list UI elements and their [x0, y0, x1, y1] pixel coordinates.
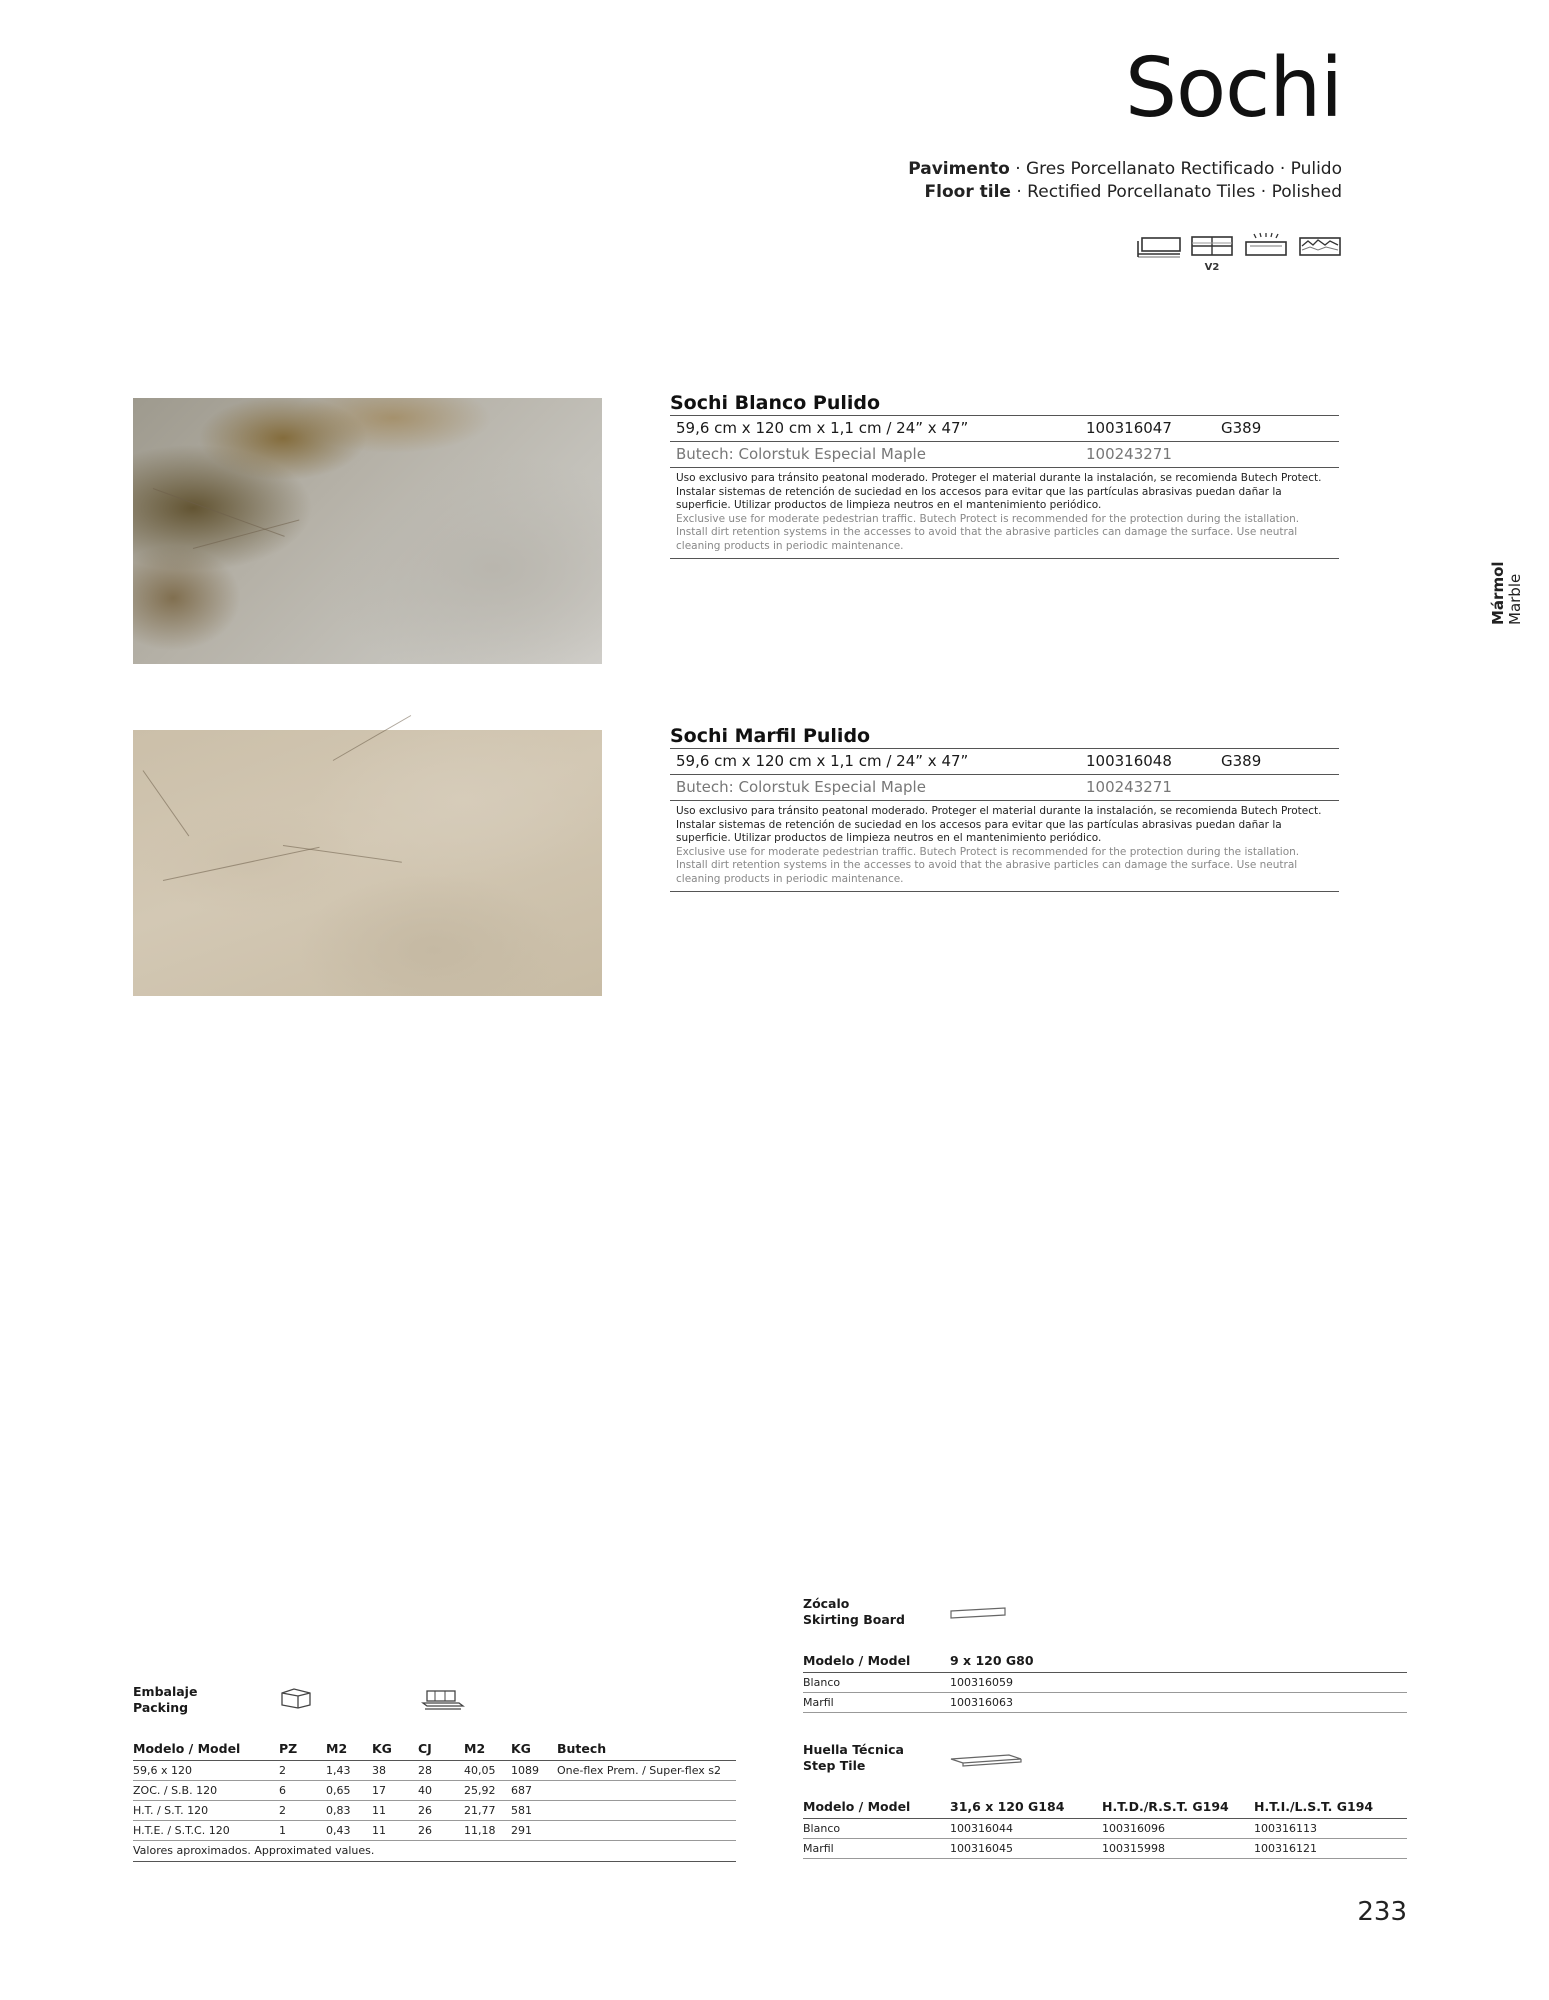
- col-m2-pallet: M2: [464, 1736, 511, 1761]
- cell: 100316113: [1254, 1819, 1407, 1839]
- packing-title: [133, 1684, 197, 1716]
- col-cj: CJ: [418, 1736, 464, 1761]
- category-en: Marble: [1506, 573, 1524, 625]
- col-hti: H.T.I./L.S.T. G194: [1254, 1794, 1407, 1819]
- cell: 2: [279, 1801, 326, 1821]
- category-side-tab: [1490, 555, 1530, 625]
- product-block-marfil: [670, 724, 1339, 892]
- skirting-section: [803, 1596, 1407, 1713]
- sochi-blanco-image: [133, 398, 602, 664]
- product-format: 59,6 cm x 120 cm x 1,1 cm / 24” x 47”: [676, 419, 969, 437]
- product-name: Sochi Blanco Pulido: [670, 392, 881, 414]
- cell: 0,65: [326, 1781, 372, 1801]
- grout-code: 100243271: [1086, 778, 1172, 796]
- col-model: Modelo / Model: [803, 1648, 950, 1673]
- col-format: 9 x 120 G80: [950, 1648, 1407, 1673]
- cell: 2: [279, 1761, 326, 1781]
- grout-name: Butech: Colorstuk Especial Maple: [676, 778, 926, 796]
- cell: 17: [372, 1781, 418, 1801]
- cell: 21,77: [464, 1801, 511, 1821]
- sochi-marfil-image: [133, 730, 602, 996]
- cell: 291: [511, 1821, 557, 1841]
- col-pz: PZ: [279, 1736, 326, 1761]
- packing-header-row: [133, 1736, 736, 1761]
- product-group: G389: [1221, 752, 1262, 770]
- col-m2: M2: [326, 1736, 372, 1761]
- table-row: [133, 1821, 736, 1841]
- grout-code: 100243271: [1086, 445, 1172, 463]
- step-header-row: [803, 1794, 1407, 1819]
- note-es: Uso exclusivo para tránsito peatonal moderado. Proteger el material durante la instalación, se recomienda Butech Protect. Instalar sistemas de retención de suciedad en los accesos para evitar que las partículas abrasivas puedan dañar la superficie. Utilizar productos de limpieza neutros en el mantenimiento periódico.: [676, 805, 1322, 845]
- cell: 26: [418, 1801, 464, 1821]
- page-title: Sochi: [1124, 41, 1342, 136]
- col-format: 31,6 x 120 G184: [950, 1794, 1102, 1819]
- col-kg: KG: [372, 1736, 418, 1761]
- cell: 687: [511, 1781, 557, 1801]
- cell: 6: [279, 1781, 326, 1801]
- note-en: Exclusive use for moderate pedestrian traffic. Butech Protect is recommended for the protection during the istallation. Install dirt retention systems in the accesses to avoid that the abrasive particles can damage the surface. Use neutral cleaning products in periodic maintenance.: [676, 845, 1300, 885]
- table-row: [133, 1781, 736, 1801]
- category-es: Mármol: [1489, 561, 1507, 625]
- cell: 11: [372, 1801, 418, 1821]
- packing-section: [133, 1680, 736, 1862]
- product-code: 100316047: [1086, 419, 1172, 437]
- table-row: [133, 1801, 736, 1821]
- packing-table: [133, 1736, 736, 1841]
- subtitle-en-bold: Floor tile: [924, 182, 1011, 202]
- cell: 100316121: [1254, 1839, 1407, 1859]
- col-htd: H.T.D./R.S.T. G194: [1102, 1794, 1254, 1819]
- cell: [557, 1781, 736, 1801]
- cell: 25,92: [464, 1781, 511, 1801]
- cell: 1,43: [326, 1761, 372, 1781]
- cell: Marfil: [803, 1839, 950, 1859]
- product-note: [670, 467, 1339, 559]
- cell: 11: [372, 1821, 418, 1841]
- table-row: [803, 1673, 1407, 1693]
- cell: 100316045: [950, 1839, 1102, 1859]
- product-code: 100316048: [1086, 752, 1172, 770]
- cell: 100316059: [950, 1673, 1407, 1693]
- cell: 0,43: [326, 1821, 372, 1841]
- cell: 100315998: [1102, 1839, 1254, 1859]
- cell: 26: [418, 1821, 464, 1841]
- packing-footnote: Valores aproximados. Approximated values.: [133, 1841, 736, 1862]
- skirting-title-en: Skirting Board: [803, 1612, 905, 1627]
- skirting-table: [803, 1648, 1407, 1713]
- shade-variation-icon: [1190, 232, 1234, 272]
- cell: 100316096: [1102, 1819, 1254, 1839]
- col-model: Modelo / Model: [803, 1794, 950, 1819]
- skirting-board-icon: [949, 1604, 1009, 1622]
- box-icon: [279, 1686, 313, 1710]
- shade-variation-caption: V2: [1204, 262, 1220, 273]
- feature-icons: [1136, 232, 1342, 272]
- cell: ZOC. / S.B. 120: [133, 1781, 279, 1801]
- subtitle-es-rest: · Gres Porcellanato Rectificado · Pulido: [1009, 159, 1342, 179]
- subtitle-es-bold: Pavimento: [908, 159, 1010, 179]
- cell: 1089: [511, 1761, 557, 1781]
- step-title-en: Step Tile: [803, 1758, 866, 1773]
- rectified-edge-icon: [1136, 232, 1180, 272]
- cell: 581: [511, 1801, 557, 1821]
- col-butech: Butech: [557, 1736, 736, 1761]
- product-format-row: [670, 415, 1339, 441]
- product-group: G389: [1221, 419, 1262, 437]
- product-format: 59,6 cm x 120 cm x 1,1 cm / 24” x 47”: [676, 752, 969, 770]
- note-en: Exclusive use for moderate pedestrian traffic. Butech Protect is recommended for the protection during the istallation. Install dirt retention systems in the accesses to avoid that the abrasive particles can damage the surface. Use neutral cleaning products in periodic maintenance.: [676, 512, 1300, 552]
- cell: 100316063: [950, 1693, 1407, 1713]
- table-row: [803, 1819, 1407, 1839]
- col-kg-pallet: KG: [511, 1736, 557, 1761]
- cell: Marfil: [803, 1693, 950, 1713]
- skirting-title: [803, 1596, 905, 1628]
- cell: 11,18: [464, 1821, 511, 1841]
- product-format-row: [670, 748, 1339, 774]
- cell: 0,83: [326, 1801, 372, 1821]
- step-title-es: Huella Técnica: [803, 1742, 904, 1757]
- cell: One-flex Prem. / Super-flex s2: [557, 1761, 736, 1781]
- step-title: [803, 1742, 904, 1774]
- skirting-title-es: Zócalo: [803, 1596, 850, 1611]
- packing-title-es: Embalaje: [133, 1684, 198, 1699]
- cell: H.T. / S.T. 120: [133, 1801, 279, 1821]
- product-grout-row: [670, 774, 1339, 800]
- cell: Blanco: [803, 1819, 950, 1839]
- cell: Blanco: [803, 1673, 950, 1693]
- table-row: [803, 1693, 1407, 1713]
- cell: 40: [418, 1781, 464, 1801]
- packing-title-en: Packing: [133, 1700, 189, 1715]
- product-grout-row: [670, 441, 1339, 467]
- table-row: [803, 1839, 1407, 1859]
- subtitle-en: [925, 181, 1342, 203]
- grout-name: Butech: Colorstuk Especial Maple: [676, 445, 926, 463]
- pallet-icon: [421, 1688, 465, 1712]
- marble-texture-icon: [1298, 232, 1342, 272]
- step-tile-section: [803, 1742, 1407, 1859]
- page-number: 233: [1357, 1897, 1407, 1927]
- product-name: Sochi Marfil Pulido: [670, 725, 871, 747]
- skirting-header-row: [803, 1648, 1407, 1673]
- polished-surface-icon: [1244, 232, 1288, 272]
- cell: 1: [279, 1821, 326, 1841]
- subtitle-en-rest: · Rectified Porcellanato Tiles · Polished: [1010, 182, 1342, 202]
- product-note: [670, 800, 1339, 892]
- cell: [557, 1801, 736, 1821]
- table-row: [133, 1761, 736, 1781]
- cell: 40,05: [464, 1761, 511, 1781]
- step-tile-icon: [949, 1750, 1025, 1770]
- col-model: Modelo / Model: [133, 1736, 279, 1761]
- cell: 100316044: [950, 1819, 1102, 1839]
- cell: 38: [372, 1761, 418, 1781]
- note-es: Uso exclusivo para tránsito peatonal moderado. Proteger el material durante la instalación, se recomienda Butech Protect. Instalar sistemas de retención de suciedad en los accesos para evitar que las partículas abrasivas puedan dañar la superficie. Utilizar productos de limpieza neutros en el mantenimiento periódico.: [676, 472, 1322, 512]
- cell: 59,6 x 120: [133, 1761, 279, 1781]
- cell: H.T.E. / S.T.C. 120: [133, 1821, 279, 1841]
- cell: [557, 1821, 736, 1841]
- step-table: [803, 1794, 1407, 1859]
- subtitle-es: [908, 158, 1342, 180]
- product-block-blanco: [670, 391, 1339, 559]
- cell: 28: [418, 1761, 464, 1781]
